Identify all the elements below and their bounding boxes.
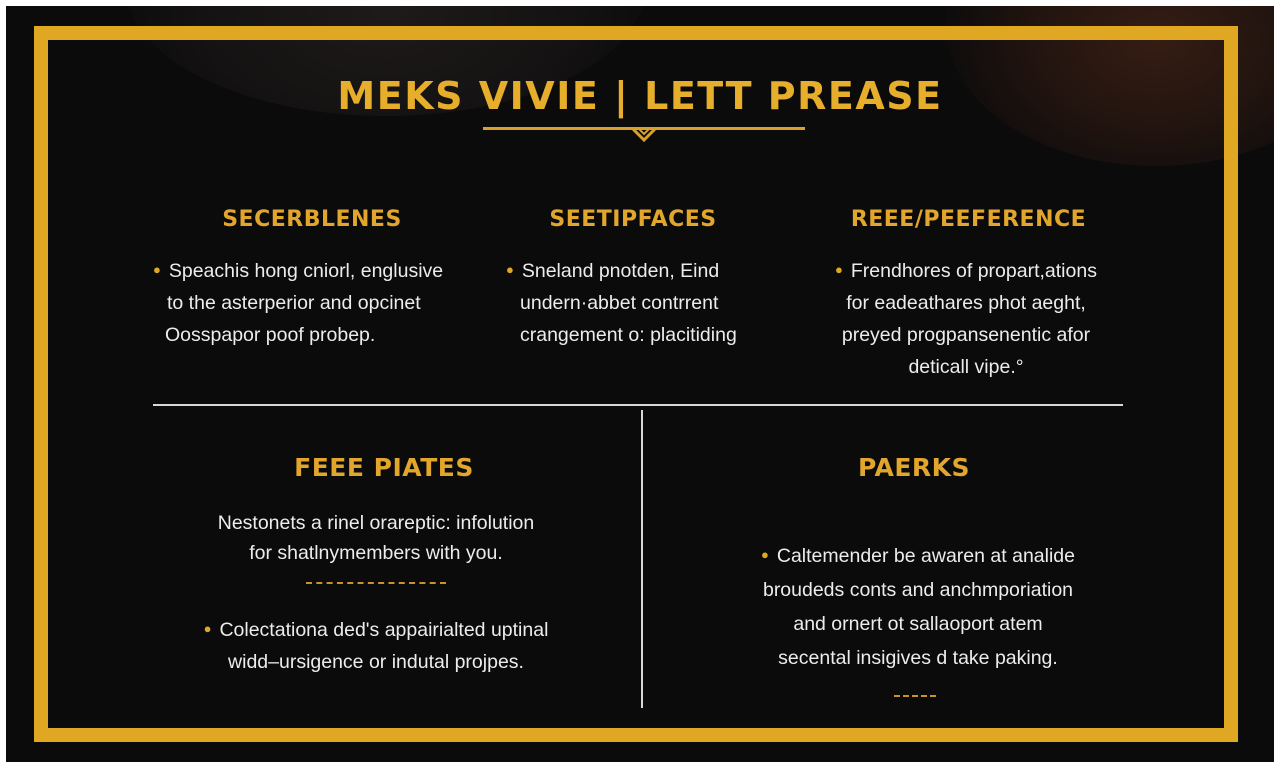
text-line: deticall vipe.° [908,356,1024,378]
bullet-icon: ● [506,262,514,277]
section-heading-paerks: PAERKS [857,453,971,482]
bullet-icon: ● [761,547,769,562]
horizontal-divider [153,404,1123,406]
text-line: Sneland pnotden, Eind [521,260,720,282]
dashed-divider [894,695,936,697]
text-line: Speachis hong cniorl, englusive [168,260,444,282]
chevron-down-icon [630,124,658,146]
bullet-icon: ● [203,621,212,636]
section-bullet-feee-piates [166,613,586,678]
page-title: MEKS VIVIE | LETT PREASE [337,74,943,118]
text-line: Nestonets a rinel orareptic: infolution [217,512,535,534]
section-text-secerblenes [153,254,473,351]
bullet-icon: ● [835,262,843,277]
vertical-divider [641,410,643,708]
text-line: and ornert ot sallaoport atem [793,613,1043,635]
section-heading-feee-piates: FEEE PIATES [294,453,474,482]
bullet-icon: ● [153,262,161,277]
section-text-reee-peeference [806,254,1126,383]
section-heading-seetipfaces: SEETIPFACES [549,207,717,232]
text-line: broudeds conts and anchmporiation [762,579,1074,601]
text-line: crangement o: placitiding [520,324,737,346]
section-text-paerks [718,538,1118,675]
text-line: Colectationa ded's appairialted uptinal [219,619,549,641]
text-line: Oosspapor poof probep. [165,324,376,346]
dashed-divider [306,582,446,584]
text-line: widd–ursigence or indutal projpes. [228,651,524,673]
text-line: undern·abbet contrrent [520,292,719,314]
text-line: Frendhores of propart,ations [850,260,1097,282]
text-line: secental insigives d take paking. [778,647,1058,669]
text-line: preyed progpansenentic afor [841,324,1091,346]
text-line: to the asterperior and opcinet [167,292,421,314]
text-line: for eadeathares phot aeght, [846,292,1086,314]
text-line: for shatlnymembers with you. [249,542,503,564]
text-line: Caltemender be awaren at analide [776,545,1075,567]
section-heading-secerblenes: SECERBLENES [222,207,402,232]
section-heading-reee-peeference: REEE/PEEFERENCE [850,207,1087,232]
section-text-seetipfaces [506,254,786,351]
poster [6,6,1274,762]
section-paragraph-feee-piates [176,508,576,568]
